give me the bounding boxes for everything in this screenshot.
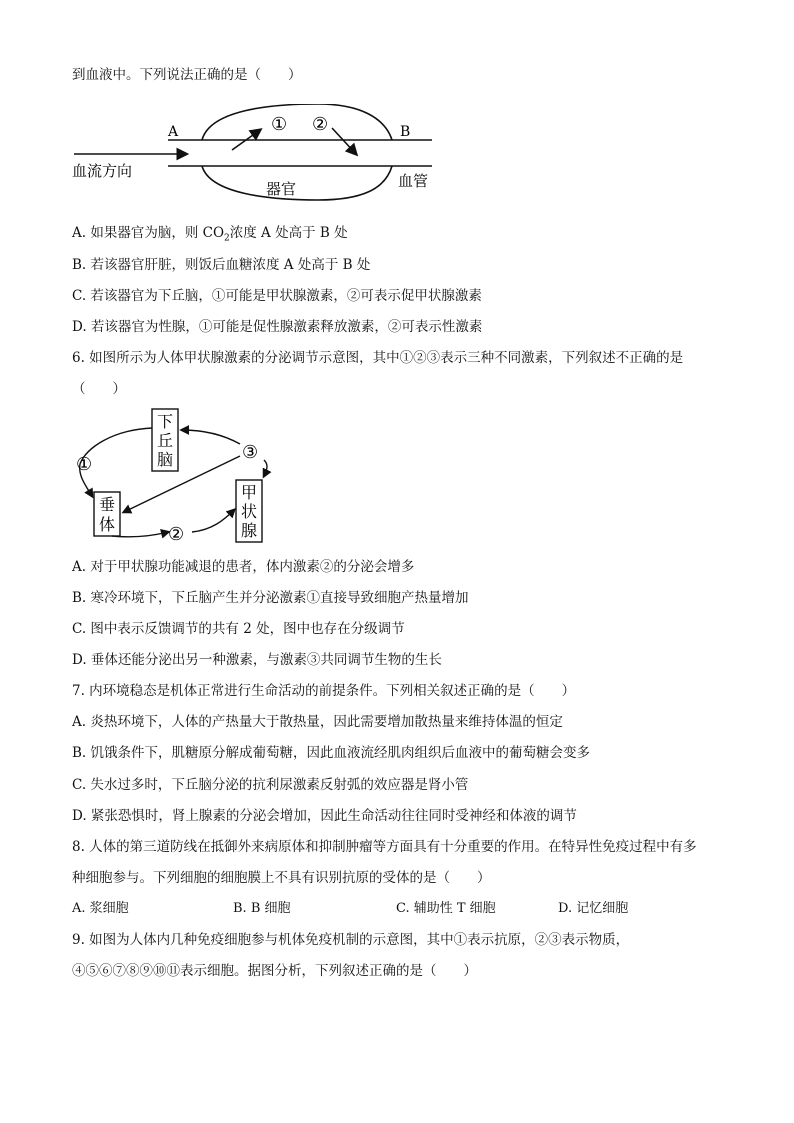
q9-stem-line1: 9. 如图为人体内几种免疫细胞参与机体免疫机制的示意图，其中①表示抗原，②③表示物质， — [72, 932, 630, 948]
pituitary-char-1: 垂 — [99, 495, 116, 514]
q8-option-c: C. 辅助性 T 细胞 — [396, 901, 496, 916]
label-vessel: 血管 — [398, 172, 429, 190]
thyroid-char-3: 腺 — [241, 521, 258, 540]
hormone-1-label: ① — [76, 454, 93, 475]
pituitary-char-2: 体 — [99, 515, 116, 534]
q7-option-d: D. 紧张恐惧时，肾上腺素的分泌会增加，因此生命活动往往同时受神经和体液的调节 — [72, 808, 577, 824]
hormone-2-label: ② — [168, 524, 185, 544]
label-blood-flow: 血流方向 — [72, 162, 133, 180]
q6-option-c: C. 图中表示反馈调节的共有 2 处，图中也存在分级调节 — [72, 621, 405, 637]
label-b: B — [400, 124, 411, 140]
q9-stem-line2: ④⑤⑥⑦⑧⑨⑩⑪表示细胞。据图分析，下列叙述正确的是（ ） — [72, 963, 477, 979]
label-a: A — [168, 124, 179, 140]
hypothalamus-char-2: 丘 — [157, 431, 174, 450]
q6-option-a: A. 对于甲状腺功能减退的患者，体内激素②的分泌会增多 — [72, 559, 415, 575]
q5-stem-end: 到血液中。下列说法正确的是（ ） — [72, 67, 302, 83]
q7-stem: 7. 内环境稳态是机体正常进行生命活动的前提条件。下列相关叙述正确的是（ ） — [72, 683, 576, 699]
q6-stem-line2: （ ） — [72, 381, 126, 397]
q8-option-a: A. 浆细胞 — [72, 901, 129, 916]
q5-option-a: A. 如果器官为脑，则 $CO_2$浓度 A 处高于 B 处 — [72, 225, 348, 244]
q6-option-d: D. 垂体还能分泌出另一种激素，与激素③共同调节生物的生长 — [72, 652, 442, 668]
q8-option-d: D. 记忆细胞 — [558, 901, 629, 916]
q8-option-b: B. B 细胞 — [233, 901, 291, 916]
q7-option-c: C. 失水过多时，下丘脑分泌的抗利尿激素反射弧的效应器是肾小管 — [72, 777, 469, 793]
hypothalamus-char-1: 下 — [157, 412, 174, 431]
q7-option-b: B. 饥饿条件下，肌糖原分解成葡萄糖，因此血液流经肌肉组织后血液中的葡萄糖会变多 — [72, 745, 591, 761]
q5-organ-diagram — [60, 104, 460, 204]
q5-option-c: C. 若该器官为下丘脑，①可能是甲状腺激素，②可表示促甲状腺激素 — [72, 288, 482, 304]
label-circle-2: ② — [312, 114, 329, 135]
q6-option-b: B. 寒冷环境下，下丘脑产生并分泌激素①直接导致细胞产热量增加 — [72, 590, 469, 606]
hypothalamus-char-3: 脑 — [157, 450, 174, 469]
label-organ: 器官 — [266, 180, 297, 198]
hormone-3-label: ③ — [242, 442, 259, 463]
q7-option-a: A. 炎热环境下，人体的产热量大于散热量，因此需要增加散热量来维持体温的恒定 — [72, 714, 563, 730]
q6-stem-line1: 6. 如图所示为人体甲状腺激素的分泌调节示意图，其中①②③表示三种不同激素，下列叙述不正确的是 — [72, 350, 684, 366]
thyroid-char-2: 状 — [241, 502, 258, 521]
q5-option-b: B. 若该器官肝脏，则饭后血糖浓度 A 处高于 B 处 — [72, 257, 371, 273]
q6-thyroid-diagram — [72, 404, 282, 544]
q8-stem-line1: 8. 人体的第三道防线在抵御外来病原体和抑制肿瘤等方面具有十分重要的作用。在特异性免疫过程中有多 — [72, 839, 697, 855]
q5-option-d: D. 若该器官为性腺，①可能是促性腺激素释放激素，②可表示性激素 — [72, 319, 483, 335]
q8-stem-line2: 种细胞参与。下列细胞的细胞膜上不具有识别抗原的受体的是（ ） — [72, 870, 491, 886]
thyroid-char-1: 甲 — [241, 483, 258, 502]
label-circle-1: ① — [271, 114, 288, 135]
